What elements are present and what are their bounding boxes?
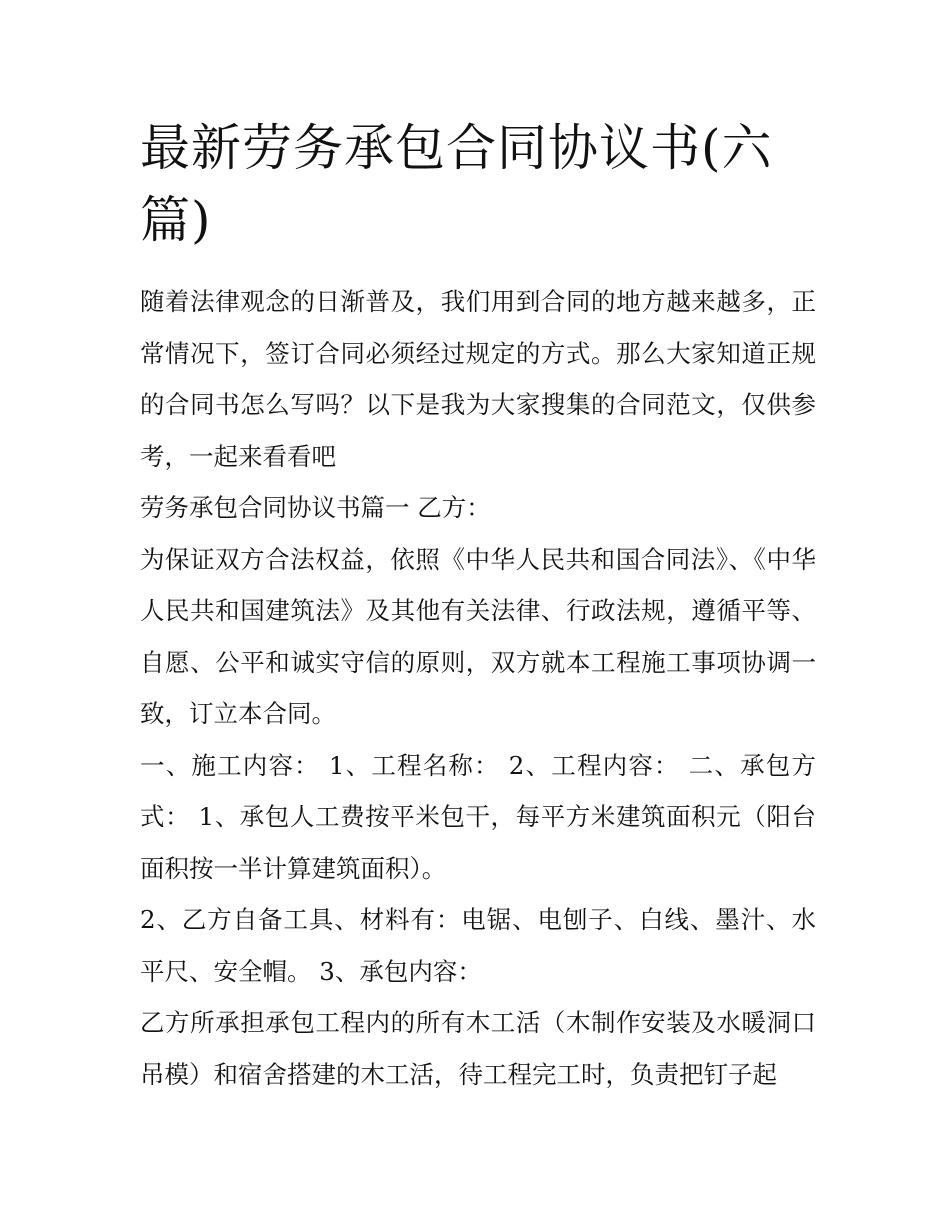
document-body [140, 276, 816, 1100]
paragraph-section-heading: 劳务承包合同协议书篇一 乙方： [140, 493, 491, 522]
paragraph-contract-scope: 乙方所承担承包工程内的所有木工活（木制作安装及水暖洞口吊模）和宿舍搭建的木工活，待工程完工时，负责把钉子起 [140, 1008, 816, 1089]
paragraph-intro: 随着法律观念的日渐普及，我们用到合同的地方越来越多，正常情况下，签订合同必须经过规定的方式。那么大家知道正规的合同书怎么写吗？以下是我为大家搜集的合同范文，仅供参考，一起来看看吧 [140, 287, 816, 471]
paragraph-tools-materials: 2、乙方自备工具、材料有：电锯、电刨子、白线、墨汁、水平尺、安全帽。 3、承包内容： [140, 905, 816, 986]
paragraph-legal-basis: 为保证双方合法权益，依照《中华人民共和国合同法》、《中华人民共和国建筑法》及其他有关法律、行政法规，遵循平等、自愿、公平和诚实守信的原则，双方就本工程施工事项协调一致，订立本合同。 [140, 544, 816, 728]
paragraph-construction-content: 一、施工内容： 1、工程名称： 2、工程内容： 二、承包方式： 1、承包人工费按平米包干，每平方米建筑面积元（阳台面积按一半计算建筑面积）。 [140, 750, 816, 883]
document-title: 最新劳务承包合同协议书(六篇) [140, 119, 773, 249]
